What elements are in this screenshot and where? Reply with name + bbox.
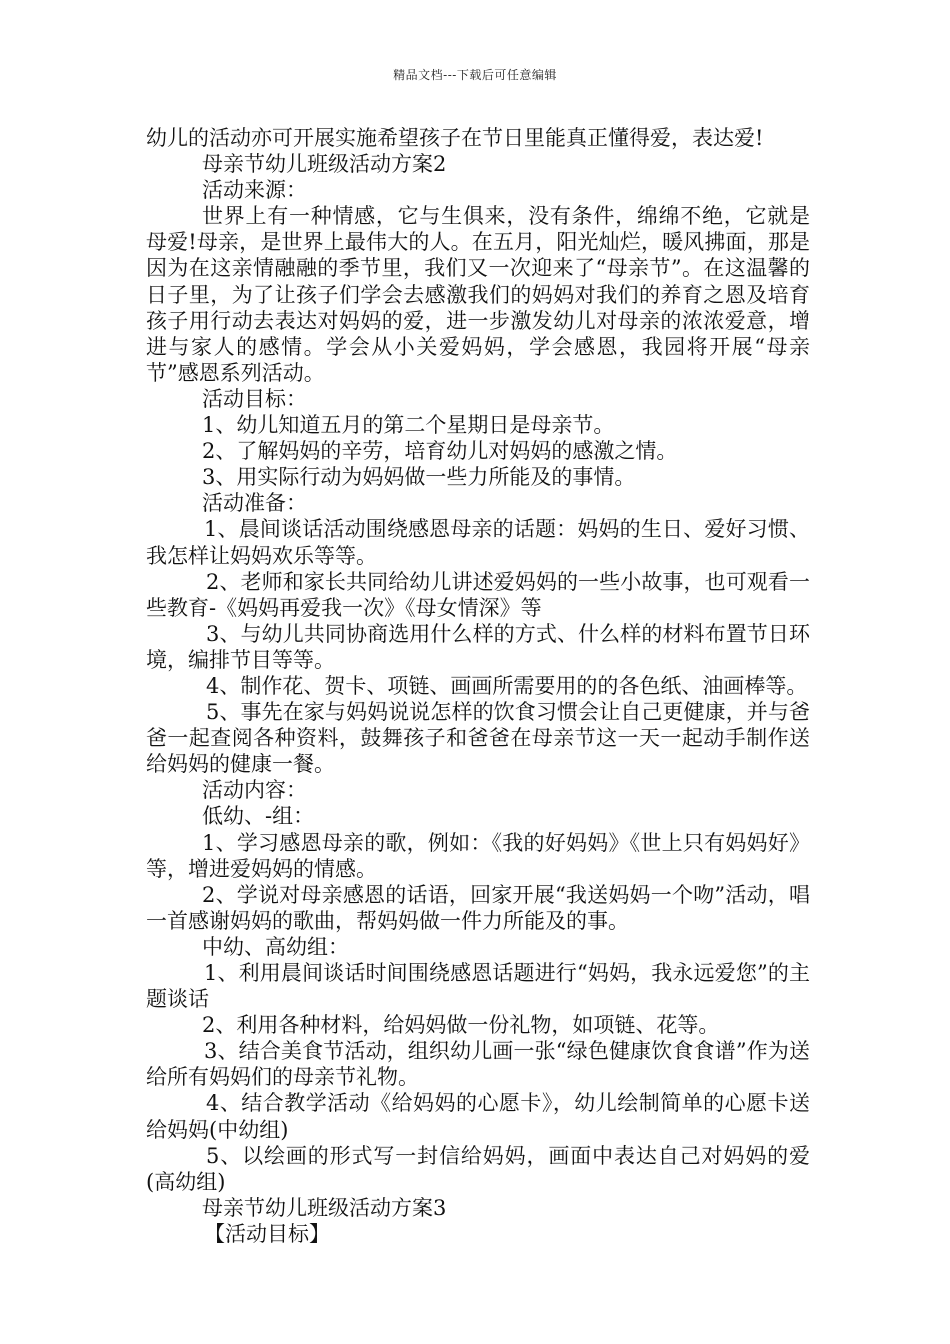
paragraph: 3、与幼儿共同协商选用什么样的方式、什么样的材料布置节日环境，编排节目等等。 <box>146 621 810 672</box>
paragraph: 4、制作花、贺卡、项链、画画所需要用的的各色纸、油画棒等。 <box>206 673 808 698</box>
paragraph: 1、利用晨间谈话时间围绕感恩话题进行“妈妈，我永远爱您”的主题谈话 <box>146 961 810 1012</box>
paragraph: 1、晨间谈话活动围绕感恩母亲的话题：妈妈的生日、爱好习惯、我怎样让妈妈欢乐等等。 <box>146 517 810 568</box>
paragraph: 5、以绘画的形式写一封信给妈妈，画面中表达自己对妈妈的爱(高幼组) <box>146 1143 810 1194</box>
paragraph: 活动内容： <box>202 778 307 803</box>
paragraph: 母亲节幼儿班级活动方案2 <box>202 152 447 177</box>
page-header: 精品文档---下载后可任意编辑 <box>393 68 557 82</box>
paragraph: 3、用实际行动为妈妈做一些力所能及的事情。 <box>202 465 636 490</box>
paragraph: 活动准备： <box>202 491 307 516</box>
paragraph: 世界上有一种情感，它与生俱来，没有条件，绵绵不绝，它就是母爱!母亲，是世界上最伟大的人。在五月，阳光灿烂，暖风拂面，那是因为在这亲情融融的季节里，我们又一次迎来了“母亲节”。在这温馨的日子里，为了让孩子们学会去感激我们的妈妈对我们的养育之恩及培育孩子用行动去表达对妈妈的爱，进一步激发幼儿对母亲的浓浓爱意，增进与家人的感情。学会从小关爱妈妈，学会感恩，我园将开展“母亲节”感恩系列活动。 <box>146 204 810 385</box>
paragraph: 2、老师和家长共同给幼儿讲述爱妈妈的一些小故事，也可观看一些教育-《妈妈再爱我一次》《母女情深》等 <box>146 569 810 620</box>
paragraph: 中幼、高幼组： <box>202 934 349 959</box>
document-body <box>146 125 810 1247</box>
paragraph: 2、了解妈妈的辛劳，培育幼儿对妈妈的感激之情。 <box>202 439 678 464</box>
paragraph: 【活动目标】 <box>204 1221 330 1246</box>
paragraph: 活动来源： <box>202 178 307 203</box>
paragraph: 2、学说对母亲感恩的话语，回家开展“我送妈妈一个吻”活动，唱一首感谢妈妈的歌曲，帮妈妈做一件力所能及的事。 <box>146 882 810 933</box>
paragraph: 低幼、-组： <box>202 804 315 829</box>
paragraph: 4、结合教学活动《给妈妈的心愿卡》，幼儿绘制简单的心愿卡送给妈妈(中幼组) <box>146 1091 810 1142</box>
paragraph: 幼儿的活动亦可开展实施希望孩子在节日里能真正懂得爱，表达爱! <box>146 126 764 150</box>
paragraph: 母亲节幼儿班级活动方案3 <box>202 1195 447 1220</box>
paragraph: 活动目标： <box>202 386 307 411</box>
paragraph: 1、幼儿知道五月的第二个星期日是母亲节。 <box>202 413 615 438</box>
paragraph: 3、结合美食节活动，组织幼儿画一张“绿色健康饮食食谱”作为送给所有妈妈们的母亲节礼物。 <box>146 1039 810 1090</box>
paragraph: 5、事先在家与妈妈说说怎样的饮食习惯会让自己更健康，并与爸爸一起查阅各种资料，鼓舞孩子和爸爸在母亲节这一天一起动手制作送给妈妈的健康一餐。 <box>146 700 810 777</box>
paragraph: 1、学习感恩母亲的歌，例如：《我的好妈妈》《世上只有妈妈好》等，增进爱妈妈的情感。 <box>146 830 810 881</box>
paragraph: 2、利用各种材料，给妈妈做一份礼物，如项链、花等。 <box>202 1013 720 1038</box>
